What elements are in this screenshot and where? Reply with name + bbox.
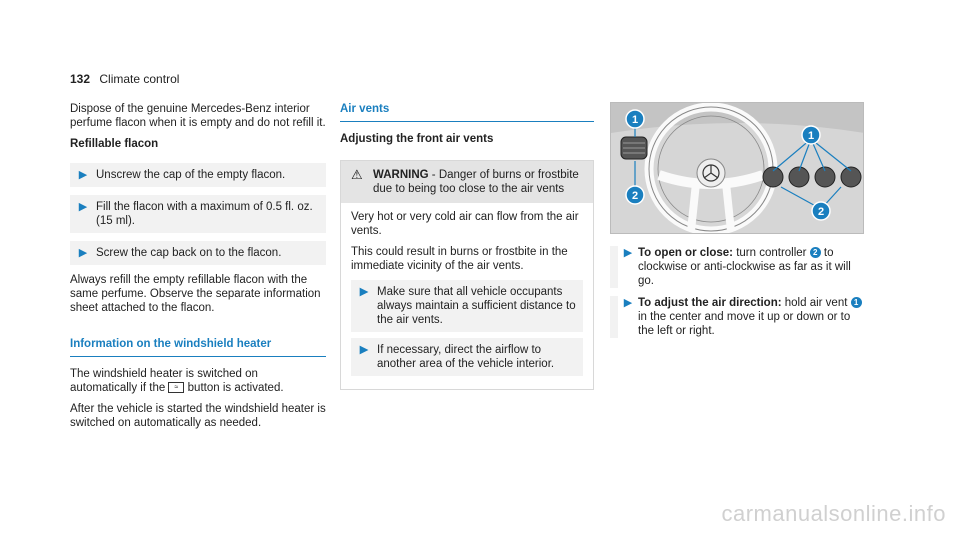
- warning-step: [351, 280, 583, 332]
- step-text: Fill the flacon with a maximum of 0.5 fl. oz. (15 ml).: [96, 201, 313, 227]
- adjust-vents-subheading: Adjusting the front air vents: [340, 133, 494, 145]
- refill-heading: Refillable flacon: [70, 138, 159, 150]
- step-label: To open or close:: [638, 247, 733, 259]
- warning-step-text: If necessary, direct the airflow to another area of the vehicle interior.: [377, 344, 555, 370]
- air-vents-heading: Air vents: [340, 102, 594, 122]
- callout-1-left: [626, 110, 644, 128]
- callout-1-center: [802, 126, 820, 144]
- callout-label: 2: [631, 190, 639, 202]
- arrow-icon: ▶: [78, 201, 88, 213]
- heater-paragraph-1: [70, 367, 326, 395]
- callout-label: 1: [631, 114, 639, 126]
- step-label: To adjust the air direction:: [638, 297, 782, 309]
- column-middle: [340, 102, 594, 390]
- warning-head-text: - Danger of burns or frostbite due to being too close to the air vents: [373, 169, 579, 195]
- windshield-defrost-icon: ≈: [168, 382, 184, 393]
- step-text-b: in the center and move it up or down or to the left or right.: [638, 311, 851, 337]
- step-text: [638, 296, 866, 338]
- column-left: [70, 102, 326, 437]
- heater-paragraph-2: After the vehicle is started the windshield heater is switched on automatically as needed.: [70, 403, 326, 429]
- warning-triangle-icon: ⚠: [351, 167, 363, 182]
- callout-2-left: [626, 186, 644, 204]
- arrow-icon: ▶: [359, 344, 369, 356]
- warning-label: WARNING: [373, 169, 429, 181]
- step-bar: [610, 246, 618, 288]
- step-text-a: hold air vent: [784, 297, 848, 309]
- arrow-icon: ▶: [623, 297, 633, 309]
- warning-box: [340, 160, 594, 390]
- step-item: [70, 195, 326, 233]
- refill-note: Always refill the empty refillable flacon with the same perfume. Observe the separate information sheet attached to the flacon.: [70, 274, 321, 314]
- warning-paragraph-2: This could result in burns or frostbite in the immediate vicinity of the air vents.: [351, 246, 568, 272]
- step-text: [638, 246, 866, 288]
- step-text-a: turn controller: [736, 247, 807, 259]
- warning-paragraph-1: Very hot or very cold air can flow from the air vents.: [351, 211, 579, 237]
- step-item: [610, 296, 866, 338]
- warning-header: [341, 161, 593, 203]
- step-item: [70, 163, 326, 187]
- heater-heading: Information on the windshield heater: [70, 337, 326, 357]
- warning-step: [351, 338, 583, 376]
- dashboard-svg: [611, 103, 864, 234]
- warning-step-text: Make sure that all vehicle occupants always maintain a sufficient distance to the air vents.: [377, 286, 576, 326]
- arrow-icon: ▶: [623, 247, 633, 259]
- step-text-b: to clockwise or anti-clockwise as far as it will go.: [638, 247, 851, 287]
- arrow-icon: ▶: [78, 247, 88, 259]
- section-title: Climate control: [99, 72, 180, 86]
- column-right: [610, 102, 866, 346]
- heater-text-a: The windshield heater is switched on automatically if the: [70, 368, 258, 394]
- heater-text-b: button is activated.: [187, 382, 284, 394]
- step-bar: [610, 296, 618, 338]
- arrow-icon: ▶: [359, 286, 369, 298]
- step-item: [70, 241, 326, 265]
- callout-2-center: [812, 202, 830, 220]
- dashboard-illustration: [610, 102, 864, 234]
- callout-label: 1: [807, 130, 815, 142]
- step-item: [610, 246, 866, 288]
- watermark: carmanualsonline.info: [721, 501, 946, 526]
- warning-body: [341, 203, 593, 389]
- page-header: [70, 72, 179, 86]
- warning-title: [373, 168, 583, 196]
- arrow-icon: ▶: [78, 169, 88, 181]
- intro-paragraph: Dispose of the genuine Mercedes-Benz interior perfume flacon when it is empty and do not refill it.: [70, 103, 326, 129]
- step-text: Unscrew the cap of the empty flacon.: [96, 169, 286, 181]
- callout-1-badge: 1: [851, 297, 862, 308]
- page-number: 132: [70, 72, 91, 86]
- callout-2-badge: 2: [810, 247, 821, 258]
- step-text: Screw the cap back on to the flacon.: [96, 247, 282, 259]
- callout-label: 2: [817, 206, 825, 218]
